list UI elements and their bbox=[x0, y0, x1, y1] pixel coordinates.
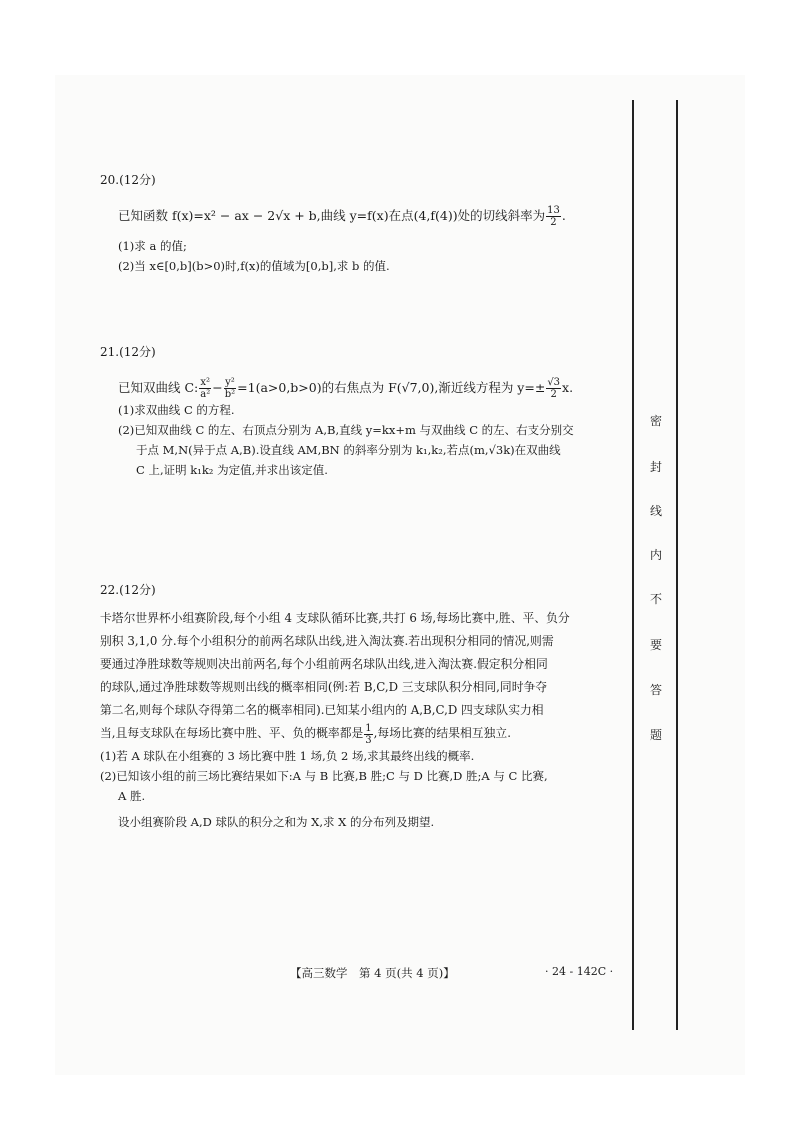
fraction-denominator: b² bbox=[224, 389, 236, 400]
q20-stem-end: . bbox=[561, 208, 566, 223]
paper-code: · 24 - 142C · bbox=[545, 965, 614, 978]
q22-stem-text: 当,且每支球队在每场比赛中胜、平、负的概率都是 bbox=[100, 726, 364, 740]
question-21 bbox=[100, 342, 620, 481]
question-20-part-1: (1)求 a 的值; bbox=[118, 239, 187, 253]
q22-probability-fraction bbox=[364, 723, 372, 746]
q21-stem-text: 已知双曲线 C: bbox=[118, 380, 199, 395]
fraction-numerator: x² bbox=[200, 377, 211, 388]
question-22-header: 22.(12分) bbox=[100, 583, 156, 597]
page-footer: 【高三数学 第 4 页(共 4 页)】 bbox=[290, 966, 455, 980]
question-20 bbox=[100, 170, 620, 276]
question-22 bbox=[100, 580, 620, 832]
fraction-denominator: 3 bbox=[365, 734, 372, 746]
seal-char: 要 bbox=[649, 638, 662, 652]
q20-stem-text: 已知函数 f(x)=x² − ax − 2√x + b,曲线 y=f(x)在点(4,f(4))处的切线斜率为 bbox=[118, 208, 546, 223]
q21-fraction-y bbox=[224, 377, 236, 400]
binding-line-left bbox=[632, 100, 634, 1030]
q21-stem-text-2: =1(a>0,b>0)的右焦点为 F(√7,0),渐近线方程为 y=± bbox=[237, 380, 546, 395]
seal-char: 题 bbox=[649, 728, 662, 742]
q22-stem-line: 要通过净胜球数等规则决出前两名,每个小组前两名球队出线,进入淘汰赛.假定积分相同 bbox=[100, 657, 548, 671]
fraction-numerator: 1 bbox=[365, 722, 372, 734]
question-21-stem bbox=[100, 377, 620, 400]
fraction-numerator: √3 bbox=[547, 377, 561, 388]
question-20-stem bbox=[100, 205, 620, 228]
question-21-part-2-line-1: (2)已知双曲线 C 的左、右顶点分别为 A,B,直线 y=kx+m 与双曲线 C 的左、右支分别交 bbox=[118, 423, 574, 438]
q21-fraction-x bbox=[199, 377, 211, 400]
q21-fraction-asymptote bbox=[546, 377, 561, 400]
question-21-part-2-line-2: 于点 M,N(异于点 A,B).设直线 AM,BN 的斜率分别为 k₁,k₂,若点(m,√3k)在双曲线 bbox=[136, 443, 561, 458]
seal-char: 内 bbox=[649, 548, 662, 562]
question-22-part-2-line-2: A 胜. bbox=[118, 788, 146, 803]
q22-stem-line: 的球队,通过净胜球数等规则出线的概率相同(例:若 B,C,D 三支球队积分相同,同时争夺 bbox=[100, 680, 548, 694]
q21-stem-text-3: x. bbox=[562, 380, 574, 395]
question-20-header: 20.(12分) bbox=[100, 173, 156, 187]
question-22-part-1: (1)若 A 球队在小组赛的 3 场比赛中胜 1 场,负 2 场,求其最终出线的概率. bbox=[100, 748, 475, 763]
question-21-part-1: (1)求双曲线 C 的方程. bbox=[118, 403, 235, 417]
question-20-part-2: (2)当 x∈[0,b](b>0)时,f(x)的值域为[0,b],求 b 的值. bbox=[118, 259, 390, 274]
question-22-part-2-line-3: 设小组赛阶段 A,D 球队的积分之和为 X,求 X 的分布列及期望. bbox=[118, 814, 435, 829]
question-21-header: 21.(12分) bbox=[100, 345, 156, 359]
question-21-part-2-line-3: C 上,证明 k₁k₂ 为定值,并求出该定值. bbox=[136, 463, 328, 478]
q22-stem-line: 第二名,则每个球队夺得第二名的概率相同).已知某小组内的 A,B,C,D 四支球队实力相 bbox=[100, 703, 544, 717]
fraction-denominator: 2 bbox=[550, 389, 557, 400]
seal-char: 密 bbox=[649, 414, 662, 428]
q22-stem-line: 卡塔尔世界杯小组赛阶段,每个小组 4 支球队循环比赛,共打 6 场,每场比赛中,胜、平、负分 bbox=[100, 611, 570, 625]
fraction-numerator: 13 bbox=[547, 205, 560, 216]
q22-stem-line: 别积 3,1,0 分.每个小组积分的前两名球队出线,进入淘汰赛.若出现积分相同的情况,则需 bbox=[100, 634, 554, 648]
fraction-numerator: y² bbox=[225, 377, 235, 388]
seal-char: 封 bbox=[649, 460, 662, 474]
binding-line-right bbox=[676, 100, 678, 1030]
q21-minus: − bbox=[212, 380, 223, 395]
seal-char: 线 bbox=[649, 504, 662, 518]
q22-stem-text-2: ,每场比赛的结果相互独立. bbox=[373, 726, 511, 740]
q22-stem-line bbox=[100, 722, 620, 746]
q20-slope-fraction bbox=[546, 205, 561, 228]
seal-char: 不 bbox=[649, 592, 662, 606]
seal-char: 答 bbox=[649, 683, 662, 697]
fraction-denominator: 2 bbox=[550, 217, 557, 228]
fraction-denominator: a² bbox=[200, 389, 211, 400]
question-22-stem bbox=[100, 607, 620, 746]
question-22-part-2-line-1: (2)已知该小组的前三场比赛结果如下:A 与 B 比赛,B 胜;C 与 D 比赛,D 胜;A 与 C 比赛, bbox=[100, 768, 548, 783]
